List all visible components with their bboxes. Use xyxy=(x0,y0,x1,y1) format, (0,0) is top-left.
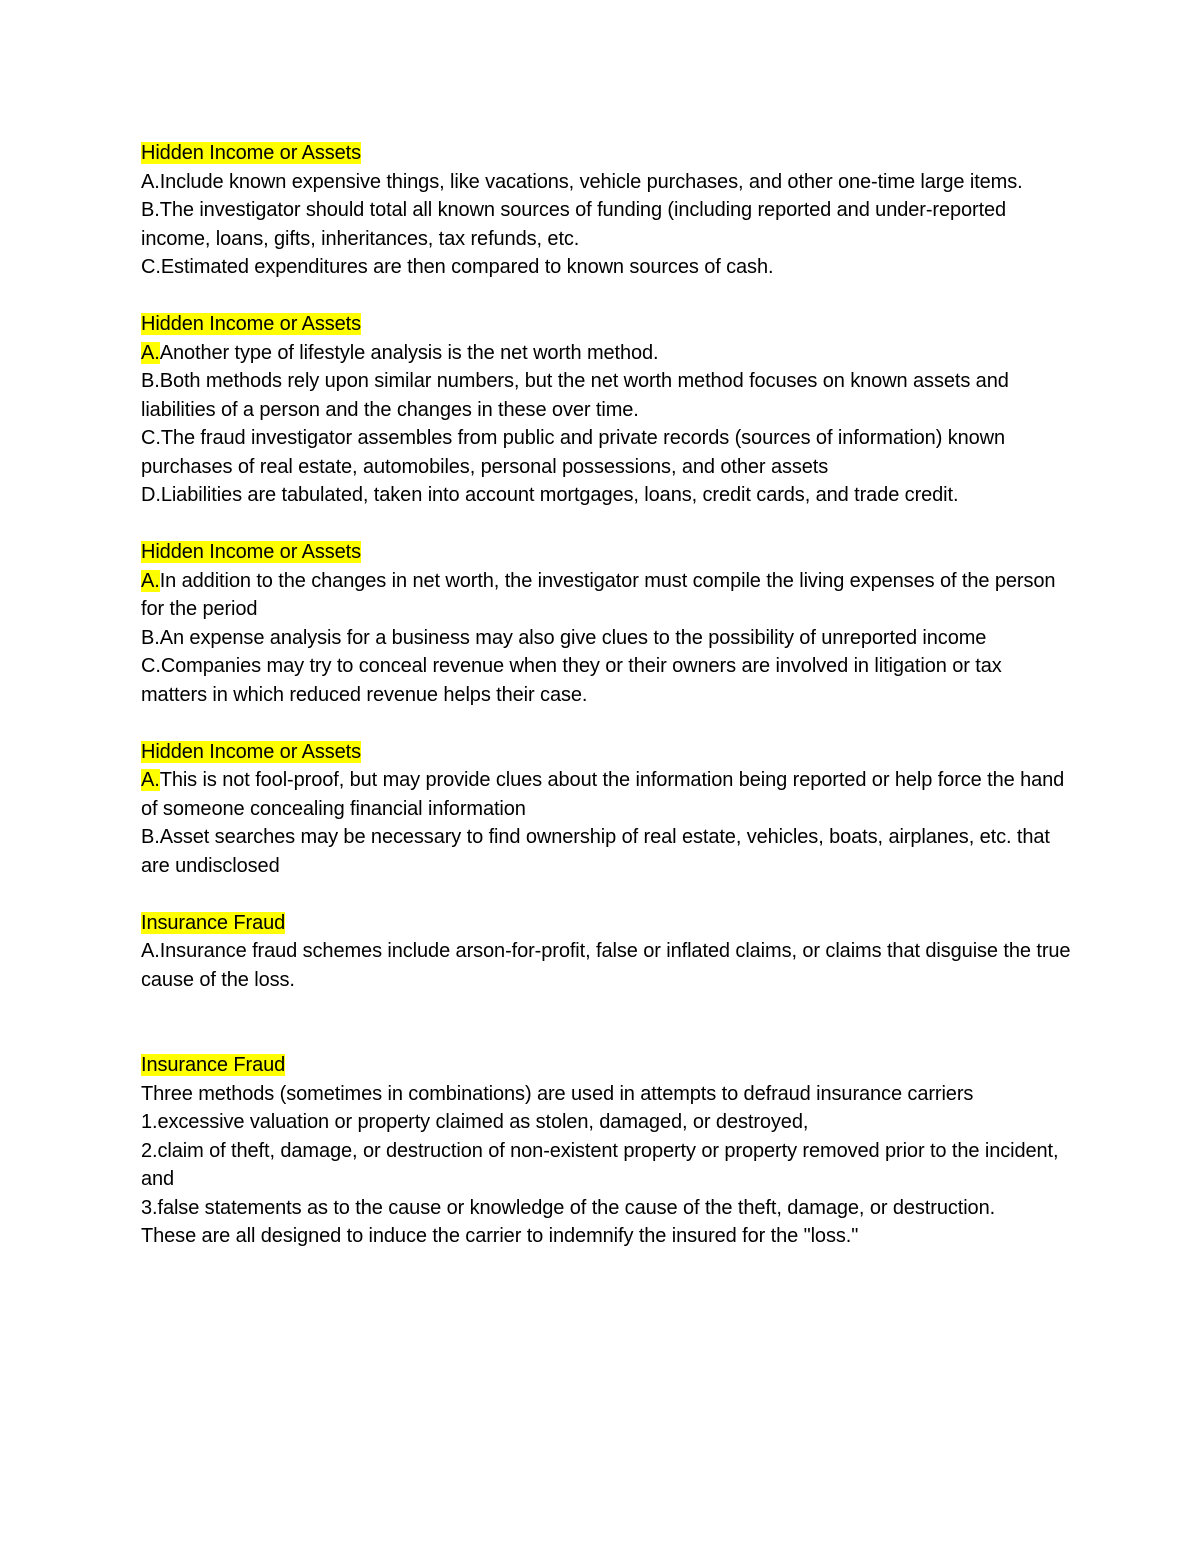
document-page xyxy=(141,139,1071,1251)
item-text: Companies may try to conceal revenue when they or their owners are involved in litigation or tax matters in which reduced revenue helps their case. xyxy=(141,655,1002,706)
item-marker: C. xyxy=(141,655,161,677)
item-marker: C. xyxy=(141,256,161,278)
list-item xyxy=(141,339,1071,368)
item-marker: 1. xyxy=(141,1111,158,1133)
section-heading: Insurance Fraud xyxy=(141,1054,286,1076)
section-heading: Hidden Income or Assets xyxy=(141,313,362,335)
section-heading: Hidden Income or Assets xyxy=(141,142,362,164)
item-text: An expense analysis for a business may also give clues to the possibility of unreported income xyxy=(159,626,987,649)
section-hidden-income-1 xyxy=(141,139,1071,282)
item-marker: A. xyxy=(141,940,160,962)
item-marker: B. xyxy=(141,626,160,649)
section-hidden-income-3 xyxy=(141,538,1071,709)
section-insurance-fraud-1 xyxy=(141,909,1071,995)
item-text: Another type of lifestyle analysis is the net worth method. xyxy=(159,341,659,364)
list-item xyxy=(141,367,1071,424)
section-insurance-fraud-2 xyxy=(141,1051,1071,1251)
list-item xyxy=(141,937,1071,994)
list-item xyxy=(141,424,1071,481)
item-text: The fraud investigator assembles from public and private records (sources of information) known purchases of real estate, automobiles, personal possessions, and other assets xyxy=(141,427,1006,478)
list-item xyxy=(141,253,1071,282)
list-item xyxy=(141,168,1071,197)
item-text: Insurance fraud schemes include arson-for-profit, false or inflated claims, or claims that disguise the true cause of the loss. xyxy=(141,940,1071,991)
item-marker: B. xyxy=(141,370,160,392)
item-marker: 3. xyxy=(141,1196,158,1219)
list-item xyxy=(141,823,1071,880)
item-marker-highlighted: A. xyxy=(141,769,160,791)
list-item xyxy=(141,196,1071,253)
list-item xyxy=(141,766,1071,823)
item-text: Include known expensive things, like vacations, vehicle purchases, and other one-time large items. xyxy=(159,170,1023,193)
item-text: claim of theft, damage, or destruction of non-existent property or property removed prior to the incident, and xyxy=(141,1139,1059,1190)
item-marker-highlighted: A. xyxy=(141,341,160,364)
item-text: Estimated expenditures are then compared to known sources of cash. xyxy=(160,256,774,278)
section-hidden-income-2 xyxy=(141,310,1071,510)
list-item xyxy=(141,1137,1071,1194)
list-item xyxy=(141,624,1071,653)
item-text: false statements as to the cause or knowledge of the cause of the theft, damage, or destruction. xyxy=(157,1196,996,1219)
section-outro: These are all designed to induce the carrier to indemnify the insured for the "loss." xyxy=(141,1225,859,1247)
section-heading: Insurance Fraud xyxy=(141,911,286,934)
section-heading: Hidden Income or Assets xyxy=(141,740,362,763)
item-text: Asset searches may be necessary to find ownership of real estate, vehicles, boats, airplanes, etc. that are undisclosed xyxy=(141,826,1050,877)
item-marker: B. xyxy=(141,199,160,221)
section-heading: Hidden Income or Assets xyxy=(141,541,362,563)
item-text: In addition to the changes in net worth, the investigator must compile the living expenses of the person for the period xyxy=(141,569,1056,620)
item-marker: D. xyxy=(141,484,161,506)
item-marker-highlighted: A. xyxy=(141,569,160,592)
list-item xyxy=(141,1108,1071,1137)
item-text: Both methods rely upon similar numbers, but the net worth method focuses on known assets and liabilities of a person and the changes in these over time. xyxy=(141,370,1009,421)
item-text: Liabilities are tabulated, taken into account mortgages, loans, credit cards, and trade credit. xyxy=(160,484,959,506)
item-marker: B. xyxy=(141,826,160,848)
item-text: excessive valuation or property claimed as stolen, damaged, or destroyed, xyxy=(157,1111,809,1133)
item-text: This is not fool-proof, but may provide clues about the information being reported or help force the hand of someone concealing financial information xyxy=(141,769,1065,820)
item-marker: 2. xyxy=(141,1139,158,1162)
item-marker: C. xyxy=(141,427,161,449)
list-item xyxy=(141,567,1071,624)
item-marker: A. xyxy=(141,170,160,193)
section-hidden-income-4 xyxy=(141,738,1071,881)
item-text: The investigator should total all known sources of funding (including reported and under-reported income, loans, gifts, inheritances, tax refunds, etc. xyxy=(141,199,1007,250)
list-item xyxy=(141,1194,1071,1223)
list-item xyxy=(141,652,1071,709)
list-item xyxy=(141,481,1071,510)
section-intro: Three methods (sometimes in combinations) are used in attempts to defraud insurance carriers xyxy=(141,1082,974,1105)
